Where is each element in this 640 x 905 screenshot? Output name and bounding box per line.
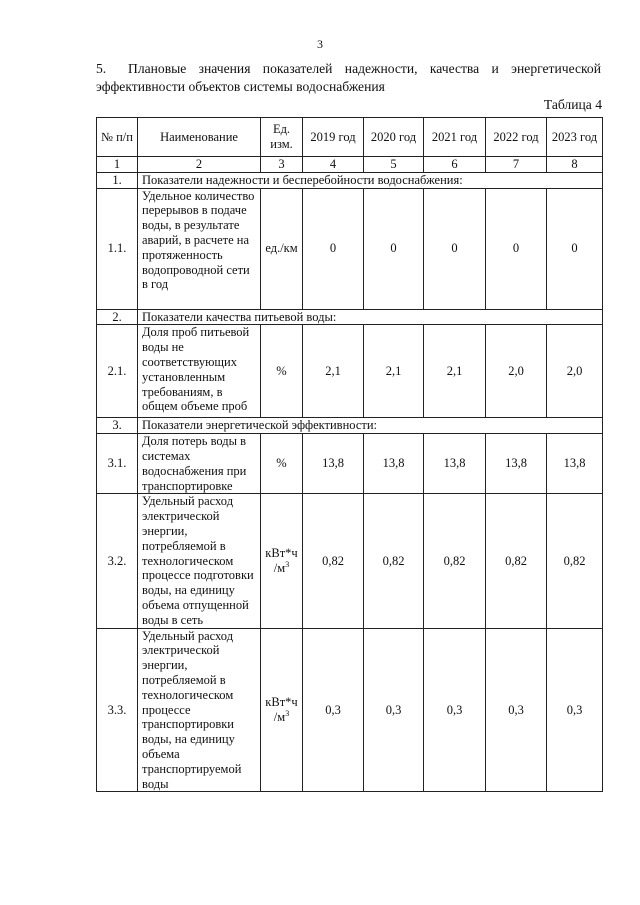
value-cell-2021: 13,8 [424, 434, 486, 494]
row-unit-text: ед./км [265, 241, 298, 256]
index-cell: 3 [261, 157, 303, 173]
section-number: 3. [97, 418, 138, 434]
section-row [97, 172, 603, 188]
row-name: Удельный расход электрической энергии, потребляемой в технологическом процессе подготовки воды, на единицу объема отпущенной воды в сеть [138, 494, 261, 628]
index-cell: 1 [97, 157, 138, 173]
table-row [97, 494, 603, 628]
value-cell-2019: 13,8 [303, 434, 364, 494]
row-unit-text: кВт*ч /м [265, 695, 298, 724]
table-row [97, 628, 603, 792]
table-caption: Таблица 4 [543, 97, 602, 112]
row-number: 3.1. [97, 434, 138, 494]
section-row [97, 418, 603, 434]
index-cell: 2 [138, 157, 261, 173]
index-cell: 7 [486, 157, 547, 173]
value-cell-2022: 0,3 [486, 628, 547, 792]
index-cell: 4 [303, 157, 364, 173]
value-cell-2023: 0,82 [547, 494, 603, 628]
value-cell-2020: 2,1 [364, 325, 424, 418]
header-2022: 2022 год [486, 118, 547, 157]
value-cell-2020: 0,3 [364, 628, 424, 792]
value-cell-2022: 0 [486, 188, 547, 309]
value-cell-2023: 13,8 [547, 434, 603, 494]
section-row [97, 309, 603, 325]
row-unit [261, 628, 303, 792]
value-cell-2020: 13,8 [364, 434, 424, 494]
index-cell: 5 [364, 157, 424, 173]
row-name: Доля потерь воды в системах водоснабжения при транспортировке [138, 434, 261, 494]
value-cell-2019: 2,1 [303, 325, 364, 418]
value-cell-2021: 0,3 [424, 628, 486, 792]
table-index-row [97, 157, 603, 173]
section-title: Показатели качества питьевой воды: [138, 309, 603, 325]
section-number: 2. [97, 309, 138, 325]
row-unit-text: % [276, 363, 287, 378]
value-cell-2021: 0,82 [424, 494, 486, 628]
header-number: № п/п [97, 118, 138, 157]
value-cell-2019: 0 [303, 188, 364, 309]
section-heading [96, 60, 601, 96]
row-number: 3.3. [97, 628, 138, 792]
header-name: Наименование [138, 118, 261, 157]
value-cell-2022: 2,0 [486, 325, 547, 418]
table-row [97, 188, 603, 309]
row-unit [261, 325, 303, 418]
section-number: 1. [97, 172, 138, 188]
row-number: 1.1. [97, 188, 138, 309]
table-row [97, 325, 603, 418]
header-2019: 2019 год [303, 118, 364, 157]
index-cell: 6 [424, 157, 486, 173]
value-cell-2023: 2,0 [547, 325, 603, 418]
section-title: Показатели энергетической эффективности: [138, 418, 603, 434]
row-unit [261, 434, 303, 494]
row-unit [261, 188, 303, 309]
row-unit-superscript: 3 [285, 559, 290, 569]
header-2023: 2023 год [547, 118, 603, 157]
section-heading-text: Плановые значения показателей надежности, качества и энергетической эффективности объектов системы водоснабжения [96, 61, 601, 94]
row-unit-text: % [276, 456, 287, 471]
page-number: 3 [317, 37, 323, 51]
section-title: Показатели надежности и бесперебойности водоснабжения: [138, 172, 603, 188]
value-cell-2022: 0,82 [486, 494, 547, 628]
header-unit: Ед. изм. [261, 118, 303, 157]
value-cell-2023: 0,3 [547, 628, 603, 792]
row-number: 2.1. [97, 325, 138, 418]
row-number: 3.2. [97, 494, 138, 628]
value-cell-2021: 2,1 [424, 325, 486, 418]
row-name: Удельный расход электрической энергии, потребляемой в технологическом процессе транспортировки воды, на единицу объема транспортируемой воды [138, 628, 261, 792]
value-cell-2020: 0,82 [364, 494, 424, 628]
value-cell-2019: 0,82 [303, 494, 364, 628]
row-unit-superscript: 3 [285, 708, 290, 718]
value-cell-2020: 0 [364, 188, 424, 309]
indicators-table [96, 117, 603, 792]
table-header-row [97, 118, 603, 157]
value-cell-2022: 13,8 [486, 434, 547, 494]
index-cell: 8 [547, 157, 603, 173]
row-name: Доля проб питьевой воды не соответствующих установленным требованиям, в общем объеме проб [138, 325, 261, 418]
section-heading-number: 5. [96, 61, 107, 76]
header-2021: 2021 год [424, 118, 486, 157]
row-unit [261, 494, 303, 628]
value-cell-2021: 0 [424, 188, 486, 309]
header-2020: 2020 год [364, 118, 424, 157]
row-unit-text: кВт*ч /м [265, 546, 298, 575]
table-row [97, 434, 603, 494]
value-cell-2019: 0,3 [303, 628, 364, 792]
row-name: Удельное количество перерывов в подаче воды, в результате аварий, в расчете на протяженность водопроводной сети в год [138, 188, 261, 309]
value-cell-2023: 0 [547, 188, 603, 309]
